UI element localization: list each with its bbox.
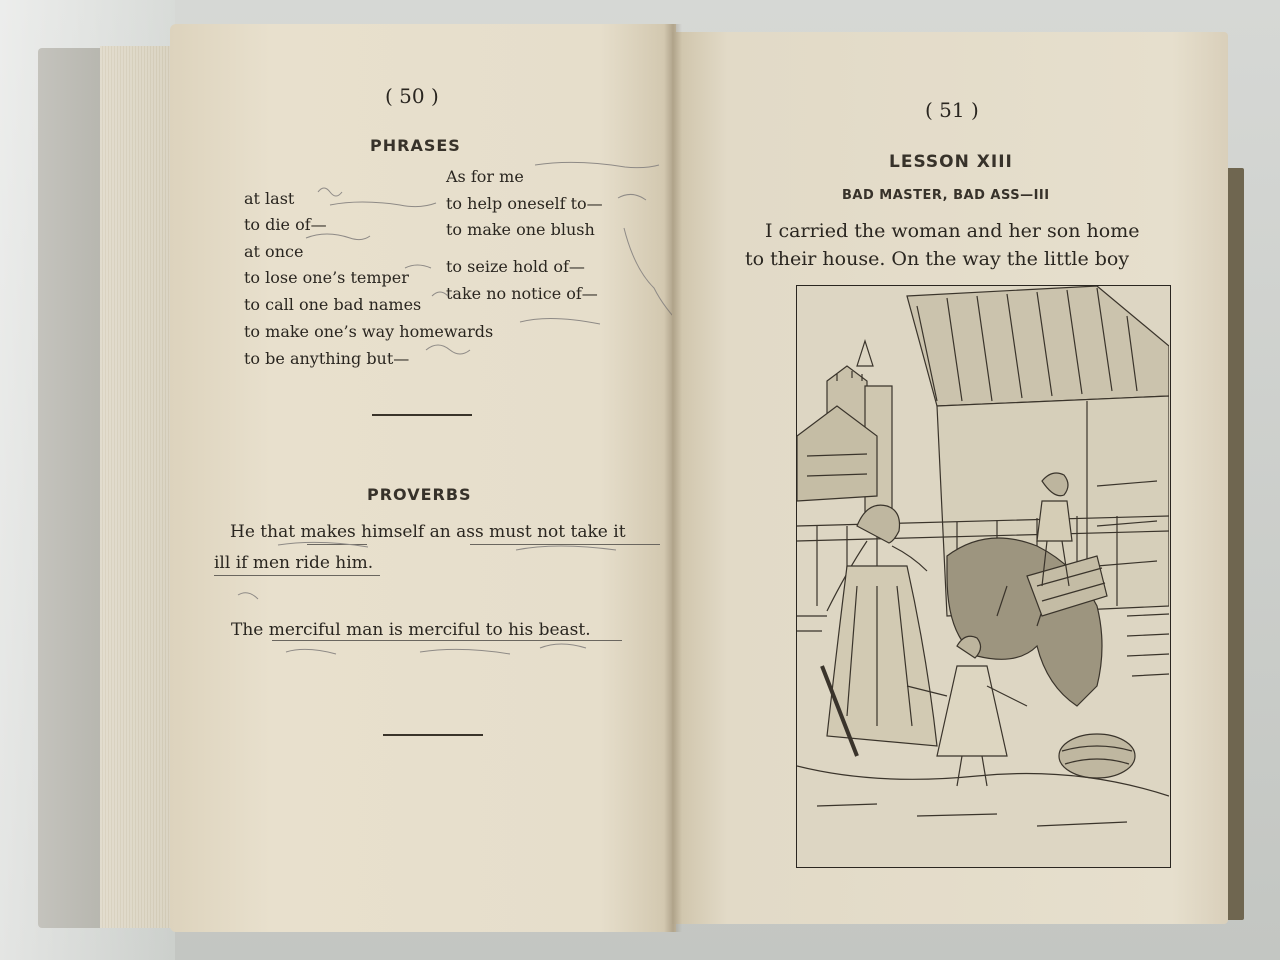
phrase-item: to lose one’s temper <box>244 268 409 287</box>
lesson-body-line-1: I carried the woman and her son home <box>765 220 1140 242</box>
lesson-title: LESSON XIII <box>889 152 1013 172</box>
phrases-heading: PHRASES <box>370 136 461 155</box>
phrase-item: to make one blush <box>446 220 595 239</box>
phrase-item: As for me <box>446 167 524 186</box>
phrase-item: to make one’s way homewards <box>244 322 494 341</box>
lesson-body-line-2: to their house. On the way the little boy <box>745 248 1130 270</box>
phrase-item: take no notice of— <box>446 284 598 303</box>
phrase-item: to call one bad names <box>244 295 422 314</box>
phrase-item: to seize hold of— <box>446 257 585 276</box>
page-number-right: ( 51 ) <box>925 98 979 122</box>
phrase-item: to be anything but— <box>244 349 410 368</box>
engraving-illustration <box>796 285 1171 868</box>
phrase-item: to help oneself to— <box>446 194 603 213</box>
phrase-item: at once <box>244 242 304 261</box>
page-number-left: ( 50 ) <box>385 84 439 108</box>
phrase-item: to die of— <box>244 215 327 234</box>
proverbs-heading: PROVERBS <box>367 485 472 504</box>
proverb-2: The merciful man is merciful to his beast. <box>231 620 591 640</box>
proverb-1-line-1: He that makes himself an ass must not take it <box>230 522 626 542</box>
book-gutter <box>664 24 682 932</box>
lesson-subtitle: BAD MASTER, BAD ASS—III <box>842 188 1050 203</box>
proverb-1-line-2: ill if men ride him. <box>214 553 374 573</box>
illustration-drawing <box>797 286 1169 866</box>
phrase-item: at last <box>244 189 295 208</box>
